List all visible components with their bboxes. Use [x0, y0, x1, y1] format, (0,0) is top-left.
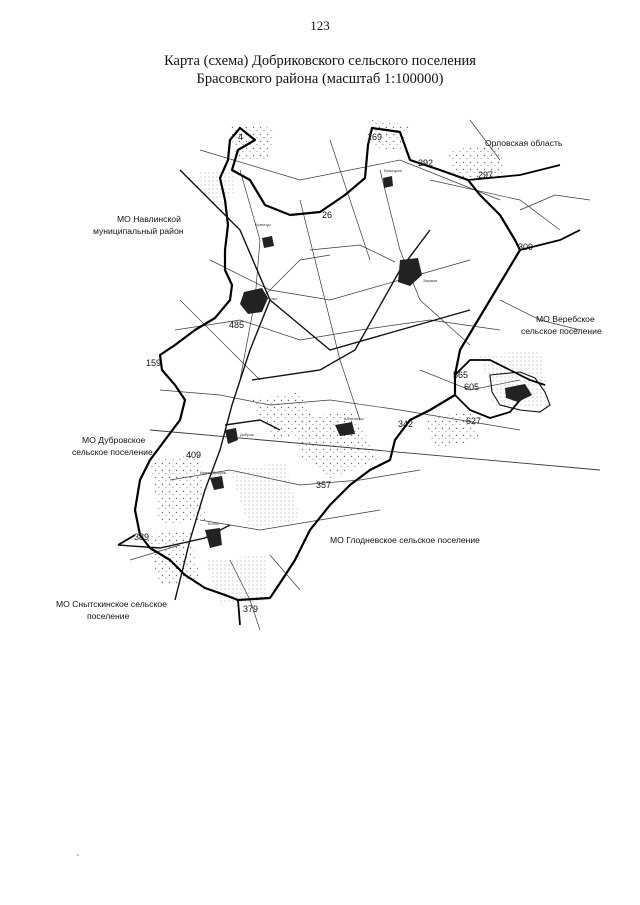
boundary-point-485: 485 [229, 320, 245, 330]
boundary-point-297: 297 [478, 170, 494, 180]
settlement-marker-zarima [398, 258, 422, 286]
forest-area [145, 530, 200, 585]
settlement-name: Добрик [240, 432, 254, 437]
settlement-name: Калитинка [344, 416, 364, 421]
settlement-name: Бежецкое [384, 168, 403, 173]
settlement-name: Колос [208, 521, 220, 526]
settlement-name: Новая Добрик [200, 470, 227, 475]
label-navlinsky-line2: муниципальный район [93, 226, 184, 236]
settlement-marker-kolos [205, 528, 222, 548]
settlement-marker-kretovo [240, 288, 268, 314]
scan-speck [77, 854, 79, 856]
boundary-point-357: 357 [316, 480, 332, 490]
map-title-line-2: Брасовского района (масштаб 1:100000) [196, 71, 444, 87]
settlement-name: Кузнецы [255, 222, 271, 227]
boundary-point-605: 605 [464, 382, 480, 392]
boundary-point-159: 159 [146, 358, 162, 368]
boundary-point-627: 627 [466, 416, 482, 426]
boundary-point-565: 565 [453, 370, 469, 380]
forest-area [150, 455, 205, 525]
main-road [270, 300, 470, 350]
label-dubrovskoe-line1: МО Дубровское [82, 435, 146, 445]
label-verebskoe-line1: МО Веребское [536, 314, 595, 324]
label-snytkinskoe-line2: поселение [87, 611, 130, 621]
settlement-marker-small [383, 176, 393, 188]
settlement-marker-small [262, 236, 274, 248]
label-verebskoe-line2: сельское поселение [521, 326, 602, 336]
main-road [252, 230, 430, 380]
settlement-marker-novaya-dobrik [210, 476, 224, 490]
label-glodnevskoe: МО Глодневское сельское поселение [330, 535, 480, 545]
boundary-point-169: 169 [367, 132, 383, 142]
boundary-point-379: 379 [243, 604, 259, 614]
settlement-name: Зарима [423, 278, 438, 283]
boundary-point-342: 342 [398, 419, 414, 429]
settlement-marker-dobrik [225, 428, 238, 444]
label-snytkinskoe-line1: МО Снытскинское сельское [56, 599, 167, 609]
boundary-point-292: 292 [418, 158, 434, 168]
boundary-point-389: 389 [134, 532, 150, 542]
label-navlinsky-line1: МО Навлинской [117, 214, 181, 224]
boundary-point-26: 26 [322, 210, 333, 220]
boundary-point-409: 409 [186, 450, 202, 460]
label-dubrovskoe-line2: сельское поселение [72, 447, 153, 457]
page-number: 123 [310, 18, 330, 33]
label-orlovskaya-oblast: Орловская область [485, 138, 563, 148]
boundary-point-309: 309 [518, 242, 534, 252]
settlement-name: Кретово [262, 296, 277, 301]
boundary-point-4: 4 [238, 132, 244, 142]
forest-area [205, 555, 270, 605]
map-title-line-1: Карта (схема) Добриковского сельского поселения [164, 53, 476, 69]
